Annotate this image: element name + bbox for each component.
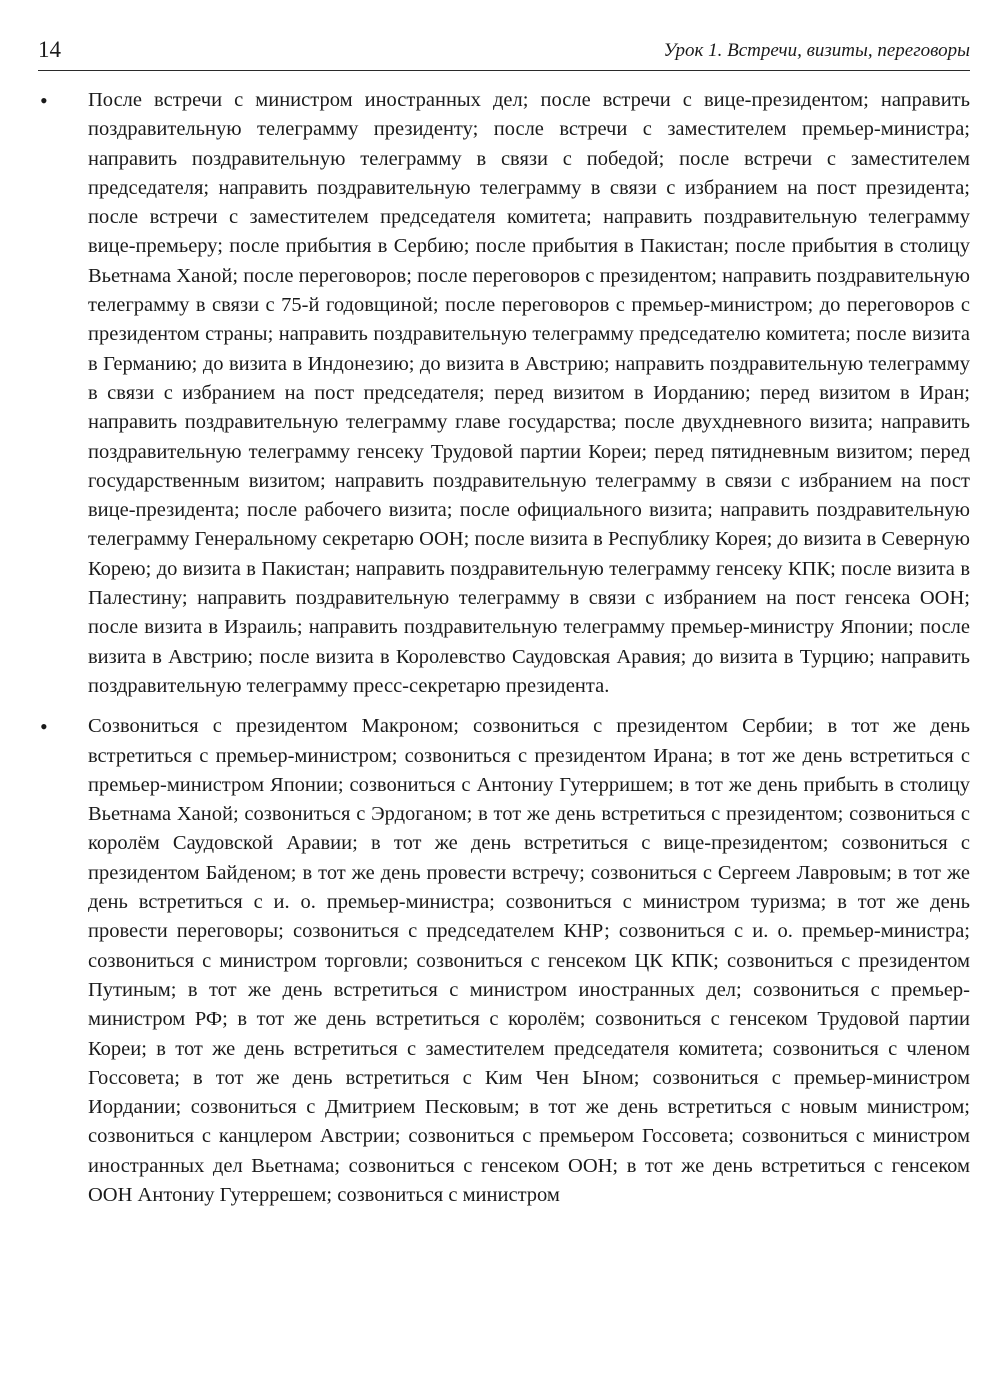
bullet-icon: • [40, 88, 48, 113]
running-title: Урок 1. Встречи, визиты, переговоры [663, 40, 970, 61]
paragraph-text: Созвониться с президентом Макроном; созвониться с президентом Сербии; в тот же день встретиться с премьер-министром; созвониться с президентом Ирана; в тот же день встретиться с премьер-министром Японии; созвониться с Антониу Гутерришем; в тот же день прибыть в столицу Вьетнама Ханой; созвониться с Эрдоганом; в тот же день встретиться с президентом; созвониться с королём Саудовской Аравии; в тот же день встретиться с вице-президентом; созвониться с президентом Байденом; в тот же день провести встречу; созвониться с Сергеем Лавровым; в тот же день встретиться с и. о. премьер-министра; созвониться с министром туризма; в тот же день провести переговоры; созвониться с председателем КНР; созвониться с и. о. премьер-министра; созвониться с министром торговли; созвониться с генсеком ЦК КПК; созвониться с президентом Путиным; в тот же день встретиться с министром иностранных дел; созвониться с премьер-министром РФ; в тот же день встретиться с королём; созвониться с генсеком Трудовой партии Кореи; в тот же день встретиться с заместителем председателя комитета; созвониться с членом Госсовета; в тот же день встретиться с Ким Чен Ыном; созвониться с премьер-министром Иордании; созвониться с Дмитрием Песковым; в тот же день встретиться с новым министром; созвониться с канцлером Австрии; созвониться с премьером Госсовета; созвониться с министром иностранных дел Вьетнама; созвониться с генсеком ООН; в тот же день встретиться с генсеком ООН Антониу Гутеррешем; созвониться с министром [88, 715, 970, 1206]
page-header [38, 34, 970, 71]
bullet-icon: • [40, 714, 48, 740]
bullet-list [38, 86, 970, 1210]
page-content [38, 86, 970, 1221]
list-item [38, 86, 970, 701]
page-number: 14 [38, 37, 61, 62]
list-item [38, 712, 970, 1210]
paragraph-text: После встречи с министром иностранных дел; после встречи с вице-президентом; направить поздравительную телеграмму президенту; после встречи с заместителем премьер-министра; направить поздравительную телеграмму в связи с победой; после встречи с заместителем председателя; направить поздравительную телеграмму в связи с избранием на пост президента; после встречи с заместителем председателя комитета; направить поздравительную телеграмму вице-премьеру; после прибытия в Сербию; после прибытия в Пакистан; после прибытия в столицу Вьетнама Ханой; после переговоров; после переговоров с президентом; направить поздравительную телеграмму в связи с 75-й годовщиной; после переговоров с премьер-министром; до переговоров с президентом страны; направить поздравительную телеграмму председателю комитета; после визита в Германию; до визита в Индонезию; до визита в Австрию; направить поздравительную телеграмму в связи с избранием на пост председателя; перед визитом в Иорданию; перед визитом в Иран; направить поздравительную телеграмму главе государства; после двухдневного визита; направить поздравительную телеграмму генсеку Трудовой партии Кореи; перед пятидневным визитом; перед государственным визитом; направить поздравительную телеграмму в связи с избранием на пост вице-президента; после рабочего визита; после официального визита; направить поздравительную телеграмму Генеральному секретарю ООН; после визита в Республику Корея; до визита в Северную Корею; до визита в Пакистан; направить поздравительную телеграмму генсеку КПК; после визита в Палестину; направить поздравительную телеграмму в связи с избранием на пост генсека ООН; после визита в Израиль; направить поздравительную телеграмму премьер-министру Японии; после визита в Австрию; после визита в Королевство Саудовская Аравия; до визита в Турцию; направить поздравительную телеграмму пресс-секретарю президента. [88, 89, 970, 697]
